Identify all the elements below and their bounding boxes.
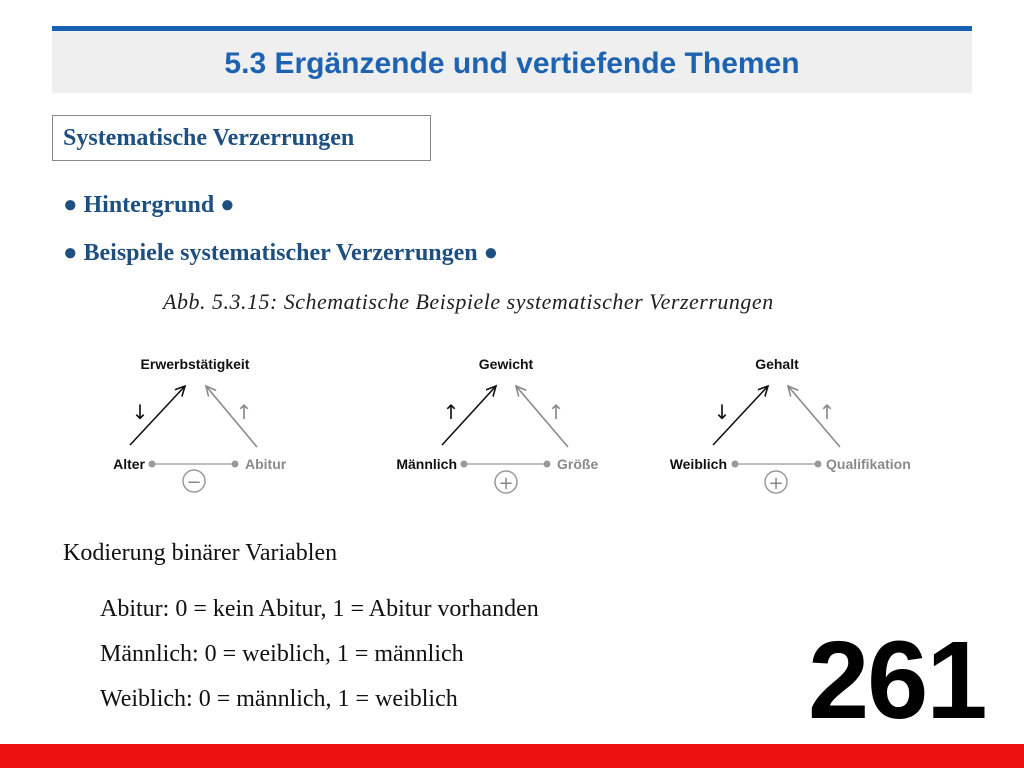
diagram-gehalt — [670, 356, 911, 494]
coding-line-weiblich: Weiblich: 0 = männlich, 1 = weiblich — [100, 686, 458, 712]
coding-line-maennlich: Männlich: 0 = weiblich, 1 = männlich — [100, 641, 464, 667]
bullet-beispiele[interactable]: ● Beispiele systematischer Verzerrungen ● — [63, 240, 499, 266]
page-number: 261 — [808, 619, 986, 742]
bottom-bar — [0, 744, 1024, 768]
diagram-3-top-label: Gehalt — [755, 356, 799, 372]
diagram-1-left-label: Alter — [113, 456, 145, 472]
bullet-hintergrund[interactable]: ● Hintergrund ● — [63, 192, 235, 218]
diagram-3-left-direction: ↓ — [713, 400, 731, 424]
diagram-3-sign: + — [768, 473, 784, 494]
diagram-1-left-direction: ↓ — [131, 400, 149, 424]
section-title: Systematische Verzerrungen — [63, 125, 355, 151]
title-bar — [52, 26, 972, 93]
coding-line-abitur: Abitur: 0 = kein Abitur, 1 = Abitur vorhanden — [100, 596, 539, 622]
diagram-1-right-label: Abitur — [245, 456, 287, 472]
page-title: 5.3 Ergänzende und vertiefende Themen — [224, 47, 800, 80]
diagram-3-right-label: Qualifikation — [826, 456, 911, 472]
diagram-1-sign: − — [186, 472, 202, 493]
diagram-2-right-node — [544, 461, 551, 468]
coding-heading: Kodierung binärer Variablen — [63, 540, 338, 566]
bias-diagrams — [0, 330, 1024, 510]
diagram-2-left-direction: ↑ — [442, 400, 460, 424]
diagram-2-top-label: Gewicht — [478, 356, 534, 372]
section-title-box — [52, 115, 431, 161]
diagram-1-right-node — [232, 461, 239, 468]
diagram-gewicht — [396, 356, 598, 494]
diagram-1-left-node — [149, 461, 156, 468]
diagram-2-right-label: Größe — [557, 456, 599, 472]
diagram-3-left-node — [732, 461, 739, 468]
diagram-3-left-label: Weiblich — [669, 456, 727, 472]
diagram-2-sign: + — [498, 473, 514, 494]
diagram-2-left-node — [461, 461, 468, 468]
diagram-1-top-label: Erwerbstätigkeit — [140, 356, 250, 372]
diagram-2-right-direction: ↑ — [547, 400, 565, 424]
diagram-3-right-node — [815, 461, 822, 468]
diagram-erwerbstaetigkeit — [113, 356, 287, 493]
diagram-2-left-label: Männlich — [396, 456, 457, 472]
diagram-1-right-direction: ↑ — [235, 400, 253, 424]
figure-caption: Abb. 5.3.15: Schematische Beispiele systematischer Verzerrungen — [163, 289, 774, 314]
diagram-3-right-direction: ↑ — [818, 400, 836, 424]
